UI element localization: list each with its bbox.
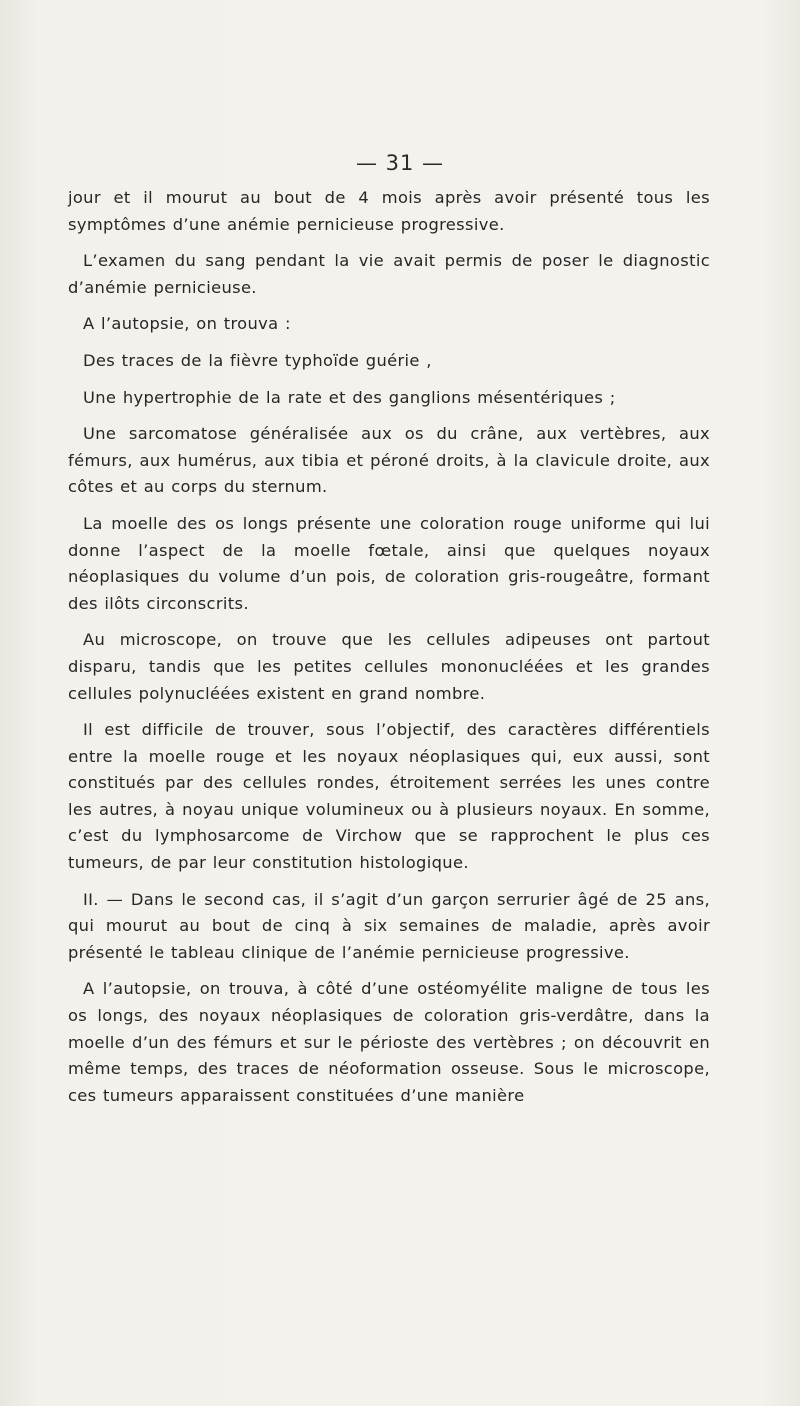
paragraph-4: Des traces de la fièvre typhoïde guérie ,: [83, 350, 432, 370]
paragraph-1: jour et il mourut au bout de 4 mois après avoir présenté tous les symptômes d’une anémie pernicieuse progressive.: [68, 188, 710, 234]
paragraph-7: La moelle des os longs présente une coloration rouge uniforme qui lui donne l’aspect de la moelle fœtale, ainsi que quelques noyaux néoplasiques du volume d’un pois, de coloration gris-rougeâtre, formant des ilôts circonscrits.: [68, 513, 710, 613]
paragraph-3: A l’autopsie, on trouva :: [83, 314, 291, 334]
body-text: [68, 185, 710, 1119]
paragraph-10: II. — Dans le second cas, il s’agit d’un garçon serrurier âgé de 25 ans, qui mourut au bout de cinq à six semaines de maladie, après avoir présenté le tableau clinique de l’anémie pernicieuse progressive.: [68, 889, 710, 962]
paragraph-9: Il est difficile de trouver, sous l’objectif, des caractères différentiels entre la moelle rouge et les noyaux néoplasiques qui, eux aussi, sont constitués par des cellules rondes, étroitement serrées les unes contre les autres, à noyau unique volumineux ou à plusieurs noyaux. En somme, c’est du lymphosarcome de Virchow que se rapprochent le plus ces tumeurs, de par leur constitution histologique.: [68, 720, 710, 873]
paragraph-6: Une sarcomatose généralisée aux os du crâne, aux vertèbres, aux fémurs, aux humérus, aux tibia et péroné droits, à la clavicule droite, aux côtes et au corps du sternum.: [68, 424, 710, 497]
paragraph-8: Au microscope, on trouve que les cellules adipeuses ont partout disparu, tandis que les petites cellules mononucléées et les grandes cellules polynucléées existent en grand nombre.: [68, 630, 710, 703]
page-number: — 31 —: [355, 151, 445, 175]
paragraph-11: A l’autopsie, on trouva, à côté d’une ostéomyélite maligne de tous les os longs, des noyaux néoplasiques de coloration gris-verdâtre, dans la moelle d’un des fémurs et sur le périoste des vertèbres ; on découvrit en même temps, des traces de néoformation osseuse. Sous le microscope, ces tumeurs apparaissent constituées d’une manière: [68, 979, 710, 1105]
paragraph-5: Une hypertrophie de la rate et des ganglions mésentériques ;: [83, 387, 616, 407]
paragraph-2: L’examen du sang pendant la vie avait permis de poser le diagnostic d’anémie pernicieuse.: [68, 251, 710, 297]
